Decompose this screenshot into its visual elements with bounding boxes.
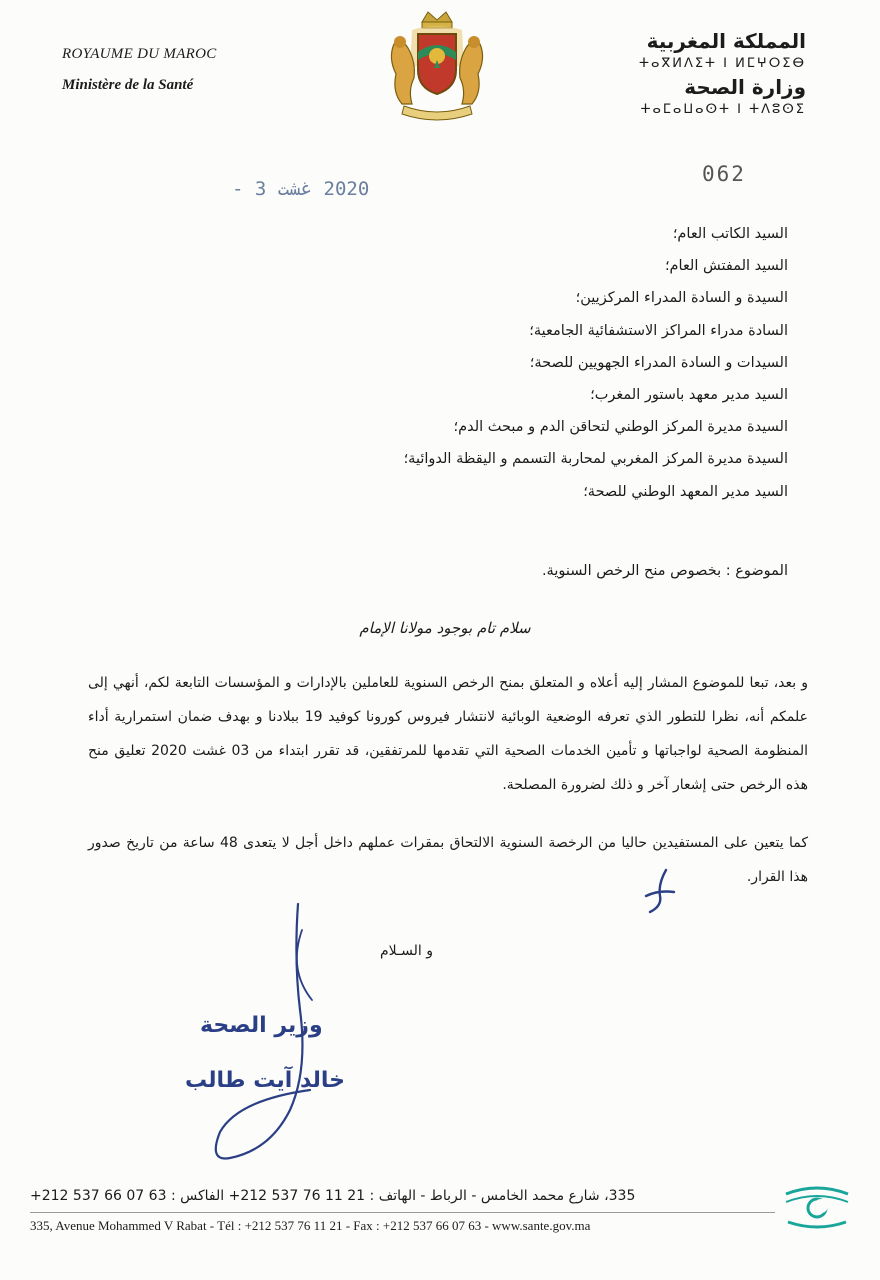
signatory-title: وزير الصحة bbox=[200, 1013, 323, 1038]
header-right bbox=[639, 28, 806, 120]
addressee-item: السيد مدير معهد باستور المغرب؛ bbox=[590, 386, 788, 403]
footer-address-fr: 335, Avenue Mohammed V Rabat - Tél : +212 537 76 11 21 - Fax : +212 537 66 07 63 - www.sante.gov.ma bbox=[30, 1218, 591, 1233]
footer-address-ar: 335، شارع محمد الخامس - الرباط - الهاتف : 21 11 76 537 212+ الفاكس : 63 07 66 537 212+ bbox=[30, 1188, 636, 1204]
kingdom-name-fr: ROYAUME DU MAROC bbox=[62, 46, 217, 62]
stamp-date: 2020 غشت 3 - bbox=[232, 178, 370, 200]
addressee-list bbox=[268, 218, 788, 508]
greeting: سلام تام بوجود مولانا الإمام bbox=[359, 619, 531, 637]
addressee-item: السيدة مديرة المركز الوطني لتحاقن الدم و مبحث الدم؛ bbox=[453, 419, 788, 436]
kingdom-name-tifinagh: ⵜⴰⴳⵍⴷⵉⵜ ⵏ ⵍⵎⵖⵔⵉⴱ bbox=[638, 56, 806, 71]
header-left bbox=[62, 46, 217, 94]
footer-divider bbox=[30, 1212, 775, 1213]
addressee-item: السيد مدير المعهد الوطني للصحة؛ bbox=[583, 483, 788, 500]
addressee-item: السيدة و السادة المدراء المركزيين؛ bbox=[575, 290, 788, 307]
addressee-item: السيدة مديرة المركز المغربي لمحاربة التسمم و اليقظة الدوائية؛ bbox=[403, 451, 788, 468]
reference-number: 062 bbox=[702, 162, 746, 186]
addressee-item: السادة مدراء المراكز الاستشفائية الجامعية؛ bbox=[529, 322, 788, 339]
addressee-item: السيدات و السادة المدراء الجهويين للصحة؛ bbox=[529, 354, 788, 371]
ministry-logo-icon bbox=[782, 1176, 852, 1232]
body-paragraph-2: كما يتعين على المستفيدين حاليا من الرخصة السنوية الالتحاق بمقرات عملهم داخل أجل لا يتعدى 48 ساعة من تاريخ صدور هذا القرار. bbox=[88, 835, 808, 885]
addressee-item: السيد المفتش العام؛ bbox=[664, 258, 788, 275]
addressee-item: السيد الكاتب العام؛ bbox=[672, 226, 788, 242]
royal-coat-of-arms-icon bbox=[382, 8, 492, 124]
ministry-name-ar: وزارة الصحة bbox=[684, 75, 806, 99]
body-paragraph-1: و بعد، تبعا للموضوع المشار إليه أعلاه و المتعلق بمنح الرخص السنوية للعاملين بالإدارات و المؤسسات التابعة لكم، أنهي إلى علمكم أنه، نظرا للتطور الذي تعرفه الوضعية الوبائية لانتشار فيروس كورونا كوفيد 19 ببلادنا و بهدف ضمان استمرارية أداء المنظومة الصحية لواجباتها و تأمين الخدمات الصحية التي تقدمها للمرتفقين، قد تقرر ابتداء من 03 غشت 2020 تعليق منح هذه الرخص حتى إشعار آخر و ذلك لضرورة المصلحة. bbox=[88, 675, 809, 793]
ministry-name-tifinagh: ⵜⴰⵎⴰⵡⴰⵙⵜ ⵏ ⵜⴷⵓⵙⵉ bbox=[640, 102, 806, 117]
initials-mark-icon bbox=[636, 866, 684, 916]
ministry-name-fr: Ministère de la Santé bbox=[62, 77, 194, 93]
closing-salutation: و السـلام bbox=[380, 943, 433, 959]
kingdom-name-ar: المملكة المغربية bbox=[646, 29, 806, 53]
subject-line: الموضوع : بخصوص منح الرخص السنوية. bbox=[541, 563, 788, 579]
signatory-name: خالد آيت طالب bbox=[185, 1068, 346, 1093]
